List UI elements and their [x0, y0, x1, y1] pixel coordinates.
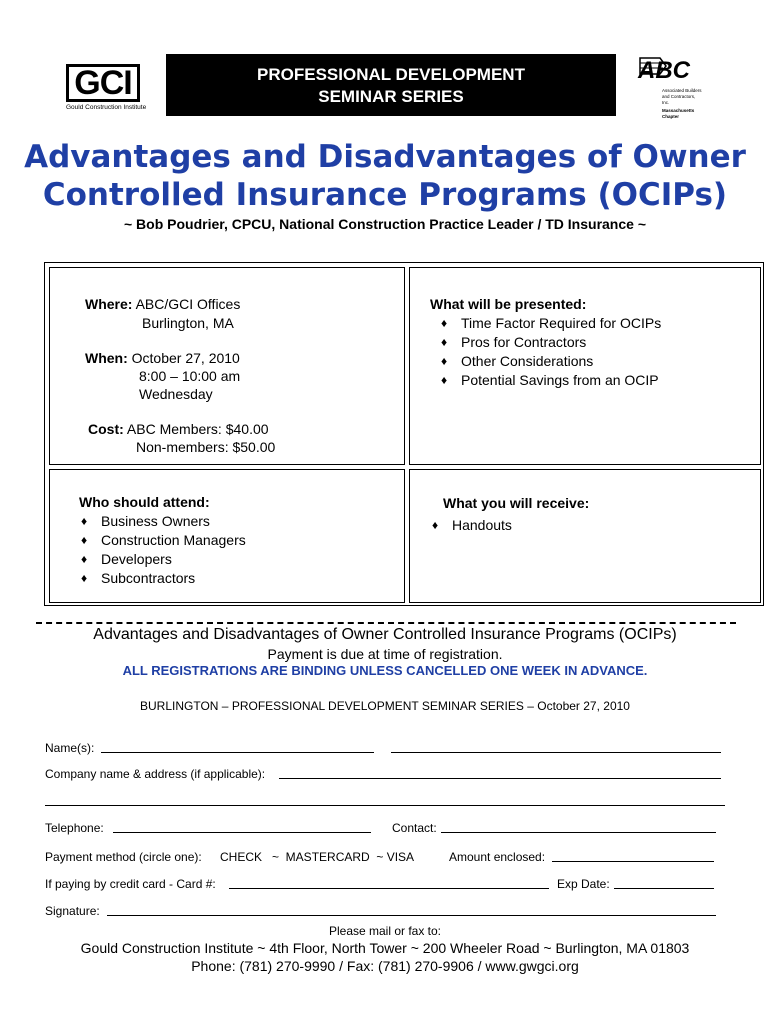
when-line-1: October 27, 2010 — [131, 350, 240, 366]
payment-options[interactable]: CHECK ~ MASTERCARD ~ VISA — [220, 850, 415, 864]
presented-cell — [409, 267, 761, 465]
exp-date-label: Exp Date: — [557, 877, 610, 891]
list-item: ♦ Business Owners — [101, 512, 210, 531]
banner-line-1: PROFESSIONAL DEVELOPMENT — [257, 65, 525, 84]
card-number-field[interactable] — [229, 888, 549, 889]
names-field-2[interactable] — [391, 752, 721, 753]
company-field[interactable] — [279, 778, 721, 779]
gci-logo — [66, 64, 147, 111]
names-field-1[interactable] — [101, 752, 374, 753]
where-label: Where: — [85, 296, 133, 312]
contact-field[interactable] — [441, 832, 716, 833]
abc-logo — [638, 56, 702, 119]
binding-note: ALL REGISTRATIONS ARE BINDING UNLESS CANCELLED ONE WEEK IN ADVANCE. — [122, 663, 648, 678]
list-item: ♦ Potential Savings from an OCIP — [461, 371, 659, 390]
cost-row — [88, 420, 269, 439]
when-row — [85, 349, 240, 368]
cost-label: Cost: — [88, 421, 124, 437]
payment-method-label: Payment method (circle one): — [45, 850, 202, 864]
speaker-line: ~ Bob Poudrier, CPCU, National Construction Practice Leader / TD Insurance ~ — [123, 216, 646, 232]
list-item: ♦ Time Factor Required for OCIPs — [461, 314, 661, 333]
when-label: When: — [85, 350, 128, 366]
card-label: If paying by credit card - Card #: — [45, 877, 216, 891]
cut-line — [36, 622, 736, 624]
phone-fax-web: Phone: (781) 270-9990 / Fax: (781) 270-9906 / www.gwgci.org — [191, 958, 579, 974]
where-line-2: Burlington, MA — [142, 315, 234, 331]
where-line-1: ABC/GCI Offices — [135, 296, 241, 312]
signature-field[interactable] — [107, 915, 716, 916]
seminar-details-grid — [44, 262, 764, 606]
gci-logo-text: GCI — [66, 64, 140, 102]
cost-line-2: Non-members: $50.00 — [136, 439, 276, 455]
company-label: Company name & address (if applicable): — [45, 767, 266, 781]
cost-line-1: ABC Members: $40.00 — [126, 421, 269, 437]
abc-logo-sub-1: Associated Builders and Contractors, Inc. — [662, 88, 702, 105]
attend-heading: Who should attend: — [79, 494, 210, 510]
form-title: Advantages and Disadvantages of Owner Controlled Insurance Programs (OCIPs) — [93, 626, 677, 643]
list-item: ♦ Developers — [101, 550, 172, 569]
gci-logo-subtitle: Gould Construction Institute — [66, 104, 147, 111]
receive-cell — [409, 469, 761, 603]
contact-label: Contact: — [392, 821, 437, 835]
list-item: ♦ Subcontractors — [101, 569, 195, 588]
page-title — [0, 138, 770, 214]
header — [62, 54, 712, 119]
amount-field[interactable] — [552, 861, 714, 862]
receive-heading: What you will receive: — [443, 495, 590, 511]
presented-heading: What will be presented: — [430, 296, 587, 312]
mailing-address: Gould Construction Institute ~ 4th Floor, North Tower ~ 200 Wheeler Road ~ Burlington, MA 01803 — [80, 940, 690, 956]
amount-label: Amount enclosed: — [449, 850, 546, 864]
names-label: Name(s): — [45, 741, 95, 755]
abc-logo-subtitle — [662, 88, 702, 120]
attend-cell — [49, 469, 405, 603]
abc-logo-text: ABC — [638, 57, 690, 84]
address-field[interactable] — [45, 805, 725, 806]
when-line-2: 8:00 – 10:00 am — [139, 368, 241, 384]
title-line-2: Controlled Insurance Programs (OCIPs) — [42, 177, 728, 213]
event-details-cell — [49, 267, 405, 465]
mail-line: Please mail or fax to: — [328, 924, 442, 938]
seminar-series-banner — [166, 54, 616, 116]
where-row — [85, 295, 240, 314]
list-item: ♦ Handouts — [452, 516, 512, 535]
banner-line-2: SEMINAR SERIES — [318, 87, 464, 106]
when-line-3: Wednesday — [139, 386, 213, 402]
signature-label: Signature: — [45, 904, 100, 918]
list-item: ♦ Pros for Contractors — [461, 333, 586, 352]
title-line-1: Advantages and Disadvantages of Owner — [24, 139, 746, 175]
payment-note: Payment is due at time of registration. — [267, 646, 503, 662]
abc-logo-sub-2: Massachusetts Chapter — [662, 108, 695, 119]
list-item: ♦ Other Considerations — [461, 352, 593, 371]
telephone-field[interactable] — [113, 832, 371, 833]
telephone-label: Telephone: — [45, 821, 104, 835]
list-item: ♦ Construction Managers — [101, 531, 246, 550]
series-line: BURLINGTON – PROFESSIONAL DEVELOPMENT SEMINAR SERIES – October 27, 2010 — [140, 699, 630, 713]
exp-date-field[interactable] — [614, 888, 714, 889]
